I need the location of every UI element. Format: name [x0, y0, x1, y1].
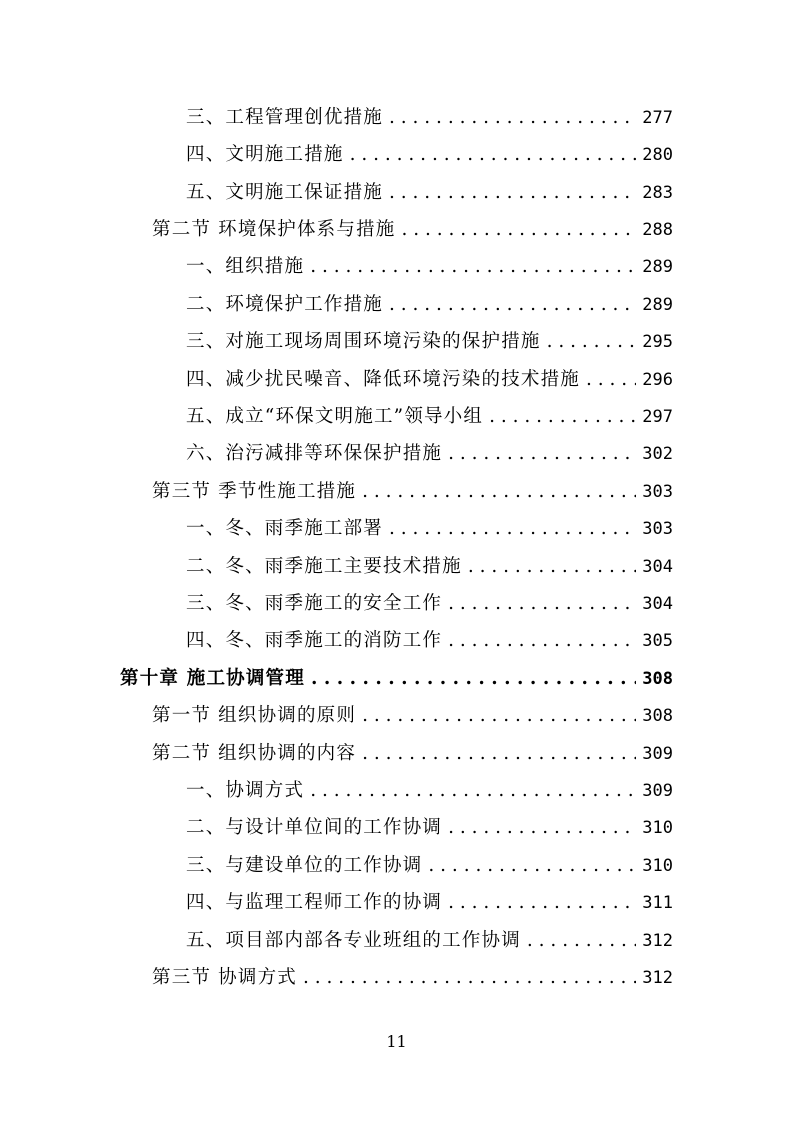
dot-leader [362, 704, 636, 728]
toc-entry-page: 308 [642, 706, 673, 726]
toc-entry[interactable] [186, 517, 673, 541]
toc-entry-title: 三、对施工现场周围环境污染的保护措施 [186, 331, 541, 352]
toc-entry-page: 288 [642, 220, 673, 240]
dot-leader [489, 405, 636, 429]
toc-entry-title: 四、冬、雨季施工的消防工作 [186, 630, 443, 651]
page-number: 11 [386, 1032, 407, 1051]
toc-entry[interactable] [152, 480, 673, 504]
toc-entry[interactable] [186, 854, 673, 878]
toc-entry-page: 308 [642, 669, 673, 689]
toc-entry-page: 312 [642, 931, 673, 951]
toc-entry[interactable] [186, 555, 673, 579]
toc-entry-title: 四、减少扰民噪音、降低环境污染的技术措施 [186, 369, 581, 390]
toc-entry-title: 三、冬、雨季施工的安全工作 [186, 593, 443, 614]
dot-leader [310, 779, 636, 803]
toc-entry-title: 六、治污减排等环保保护措施 [186, 443, 443, 464]
toc-entry[interactable] [186, 891, 673, 915]
toc-entry-page: 304 [642, 594, 673, 614]
toc-entry-title: 一、组织措施 [186, 256, 305, 277]
toc-entry[interactable] [152, 218, 673, 242]
toc-entry[interactable] [186, 779, 673, 803]
toc-entry-title: 三、与建设单位的工作协调 [186, 855, 423, 876]
dot-leader [428, 854, 636, 878]
dot-leader [401, 218, 636, 242]
toc-entry-page: 311 [642, 893, 673, 913]
toc-entry[interactable] [152, 704, 673, 728]
toc-entry-title: 三、工程管理创优措施 [186, 107, 384, 128]
toc-entry-page: 302 [642, 444, 673, 464]
dot-leader [586, 368, 636, 392]
dot-leader [448, 442, 636, 466]
dot-leader [448, 816, 636, 840]
toc-entry-title: 二、与设计单位间的工作协调 [186, 817, 443, 838]
toc-entry-title: 一、协调方式 [186, 780, 305, 801]
toc-entry[interactable] [186, 592, 673, 616]
toc-entry[interactable] [186, 929, 673, 953]
toc-entry-page: 295 [642, 332, 673, 352]
toc-entry[interactable] [152, 966, 673, 990]
toc-entry-title: 一、冬、雨季施工部署 [186, 518, 384, 539]
toc-entry-page: 303 [642, 519, 673, 539]
dot-leader [311, 667, 636, 691]
dot-leader [448, 629, 636, 653]
toc-entry-page: 289 [642, 295, 673, 315]
toc-entry[interactable] [186, 629, 673, 653]
dot-leader [303, 966, 636, 990]
toc-entry-title: 二、冬、雨季施工主要技术措施 [186, 556, 462, 577]
dot-leader [448, 592, 636, 616]
toc-entry[interactable] [186, 368, 673, 392]
toc-entry-page: 309 [642, 781, 673, 801]
toc-entry-title: 五、成立“环保文明施工”领导小组 [186, 406, 484, 427]
toc-entry-page: 310 [642, 818, 673, 838]
toc-entry-title: 五、项目部内部各专业班组的工作协调 [186, 930, 521, 951]
toc-entry[interactable] [186, 330, 673, 354]
dot-leader [448, 891, 636, 915]
dot-leader [389, 181, 636, 205]
toc-entry[interactable] [186, 293, 673, 317]
toc-entry-title: 五、文明施工保证措施 [186, 182, 384, 203]
toc-entry-title: 四、文明施工措施 [186, 144, 344, 165]
dot-leader [362, 742, 636, 766]
toc-entry-page: 310 [642, 856, 673, 876]
toc-entry[interactable] [186, 143, 673, 167]
dot-leader [389, 106, 636, 130]
toc-entry-title: 第一节 组织协调的原则 [152, 705, 357, 726]
dot-leader [547, 330, 637, 354]
toc-entry[interactable] [186, 255, 673, 279]
toc-entry-page: 283 [642, 183, 673, 203]
toc-entry-page: 277 [642, 108, 673, 128]
toc-entry-title: 第三节 季节性施工措施 [152, 481, 357, 502]
dot-leader [389, 517, 636, 541]
toc-entry-title: 第三节 协调方式 [152, 967, 297, 988]
dot-leader [362, 480, 636, 504]
toc-entry-title: 第十章 施工协调管理 [120, 668, 305, 689]
toc-entry-page: 280 [642, 145, 673, 165]
toc-entry[interactable] [186, 405, 673, 429]
toc-entry-page: 297 [642, 407, 673, 427]
dot-leader [350, 143, 637, 167]
toc-entry[interactable] [186, 181, 673, 205]
toc-entry-page: 303 [642, 482, 673, 502]
toc-entry[interactable] [120, 667, 673, 691]
dot-leader [389, 293, 636, 317]
dot-leader [310, 255, 636, 279]
toc-entry-title: 四、与监理工程师工作的协调 [186, 892, 443, 913]
dot-leader [468, 555, 636, 579]
dot-leader [527, 929, 636, 953]
toc-entry[interactable] [186, 816, 673, 840]
toc-entry[interactable] [186, 442, 673, 466]
toc-entry-page: 304 [642, 557, 673, 577]
toc-entry-title: 二、环境保护工作措施 [186, 294, 384, 315]
toc-entry-title: 第二节 环境保护体系与措施 [152, 219, 396, 240]
toc-entry-page: 312 [642, 968, 673, 988]
toc-entry-page: 305 [642, 631, 673, 651]
toc-entry-title: 第二节 组织协调的内容 [152, 743, 357, 764]
toc-entry-page: 309 [642, 744, 673, 764]
toc-entry[interactable] [186, 106, 673, 130]
toc-entry[interactable] [152, 742, 673, 766]
toc-entry-page: 296 [642, 370, 673, 390]
toc-entry-page: 289 [642, 257, 673, 277]
